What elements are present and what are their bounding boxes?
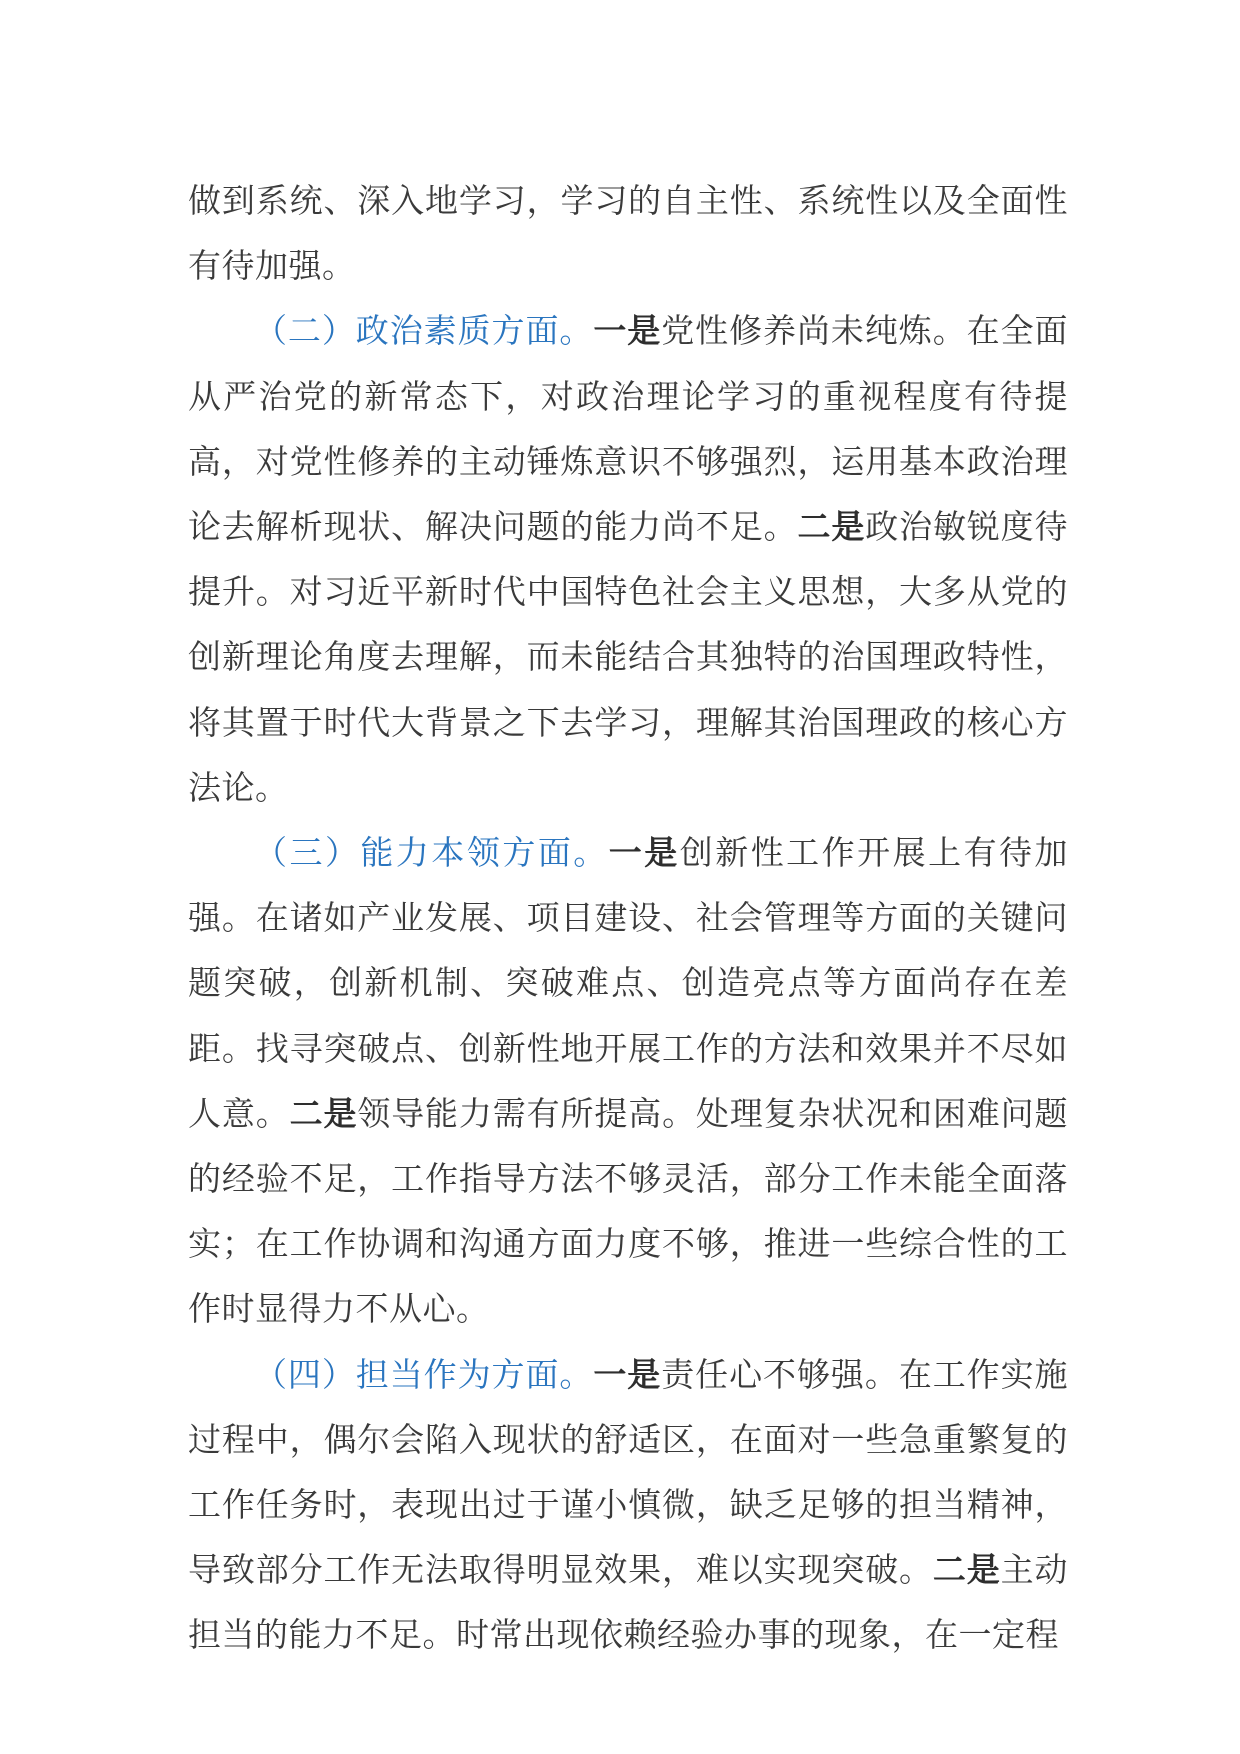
lead-marker-first: 一是 [593, 1354, 662, 1394]
paragraph-responsibility [188, 1342, 1068, 1668]
section-heading-responsibility: （四）担当作为方面。 [254, 1354, 594, 1394]
paragraph-political-quality [188, 298, 1068, 820]
section-heading-political-quality: （二）政治素质方面。 [254, 311, 594, 351]
paragraph-text: 领导能力需有所提高。处理复杂状况和困难问题的经验不足，工作指导方法不够灵活，部分工作未能全面落实；在工作协调和沟通方面力度不够，推进一些综合性的工作时显得力不从心。 [188, 1093, 1069, 1329]
paragraph-text: 政治敏锐度待提升。对习近平新时代中国特色社会主义思想，大多从党的创新理论角度去理解，而未能结合其独特的治国理政特性，将其置于时代大背景之下去学习，理解其治国理政的核心方法论。 [188, 507, 1069, 807]
paragraph-text: 主动担当的能力不足。时常出现依赖经验办事的现象，在一定程 [188, 1550, 1069, 1655]
paragraph-text: 党性修养尚未纯炼。在全面从严治党的新常态下，对政治理论学习的重视程度有待提高，对党性修养的主动锤炼意识不够强烈，运用基本政治理论去解析现状、解决问题的能力尚不足。 [188, 311, 1069, 547]
lead-marker-second: 二是 [932, 1550, 1001, 1590]
lead-marker-first: 一是 [593, 311, 662, 351]
paragraph-text: 做到系统、深入地学习，学习的自主性、系统性以及全面性有待加强。 [188, 181, 1068, 286]
paragraph-text: 责任心不够强。在工作实施过程中，偶尔会陷入现状的舒适区，在面对一些急重繁复的工作任务时，表现出过于谨小慎微，缺乏足够的担当精神，导致部分工作无法取得明显效果，难以实现突破。 [188, 1354, 1069, 1590]
section-heading-ability: （三）能力本领方面。 [254, 833, 609, 873]
paragraph-learning-continued [188, 168, 1068, 298]
lead-marker-second: 二是 [289, 1093, 358, 1133]
lead-marker-first: 一是 [608, 833, 680, 873]
lead-marker-second: 二是 [797, 507, 866, 547]
paragraph-text: 创新性工作开展上有待加强。在诸如产业发展、项目建设、社会管理等方面的关键问题突破，创新机制、突破难点、创造亮点等方面尚存在差距。找寻突破点、创新性地开展工作的方法和效果并不尽如人意。 [188, 833, 1069, 1133]
document-page [188, 168, 1068, 1668]
paragraph-ability [188, 820, 1068, 1342]
